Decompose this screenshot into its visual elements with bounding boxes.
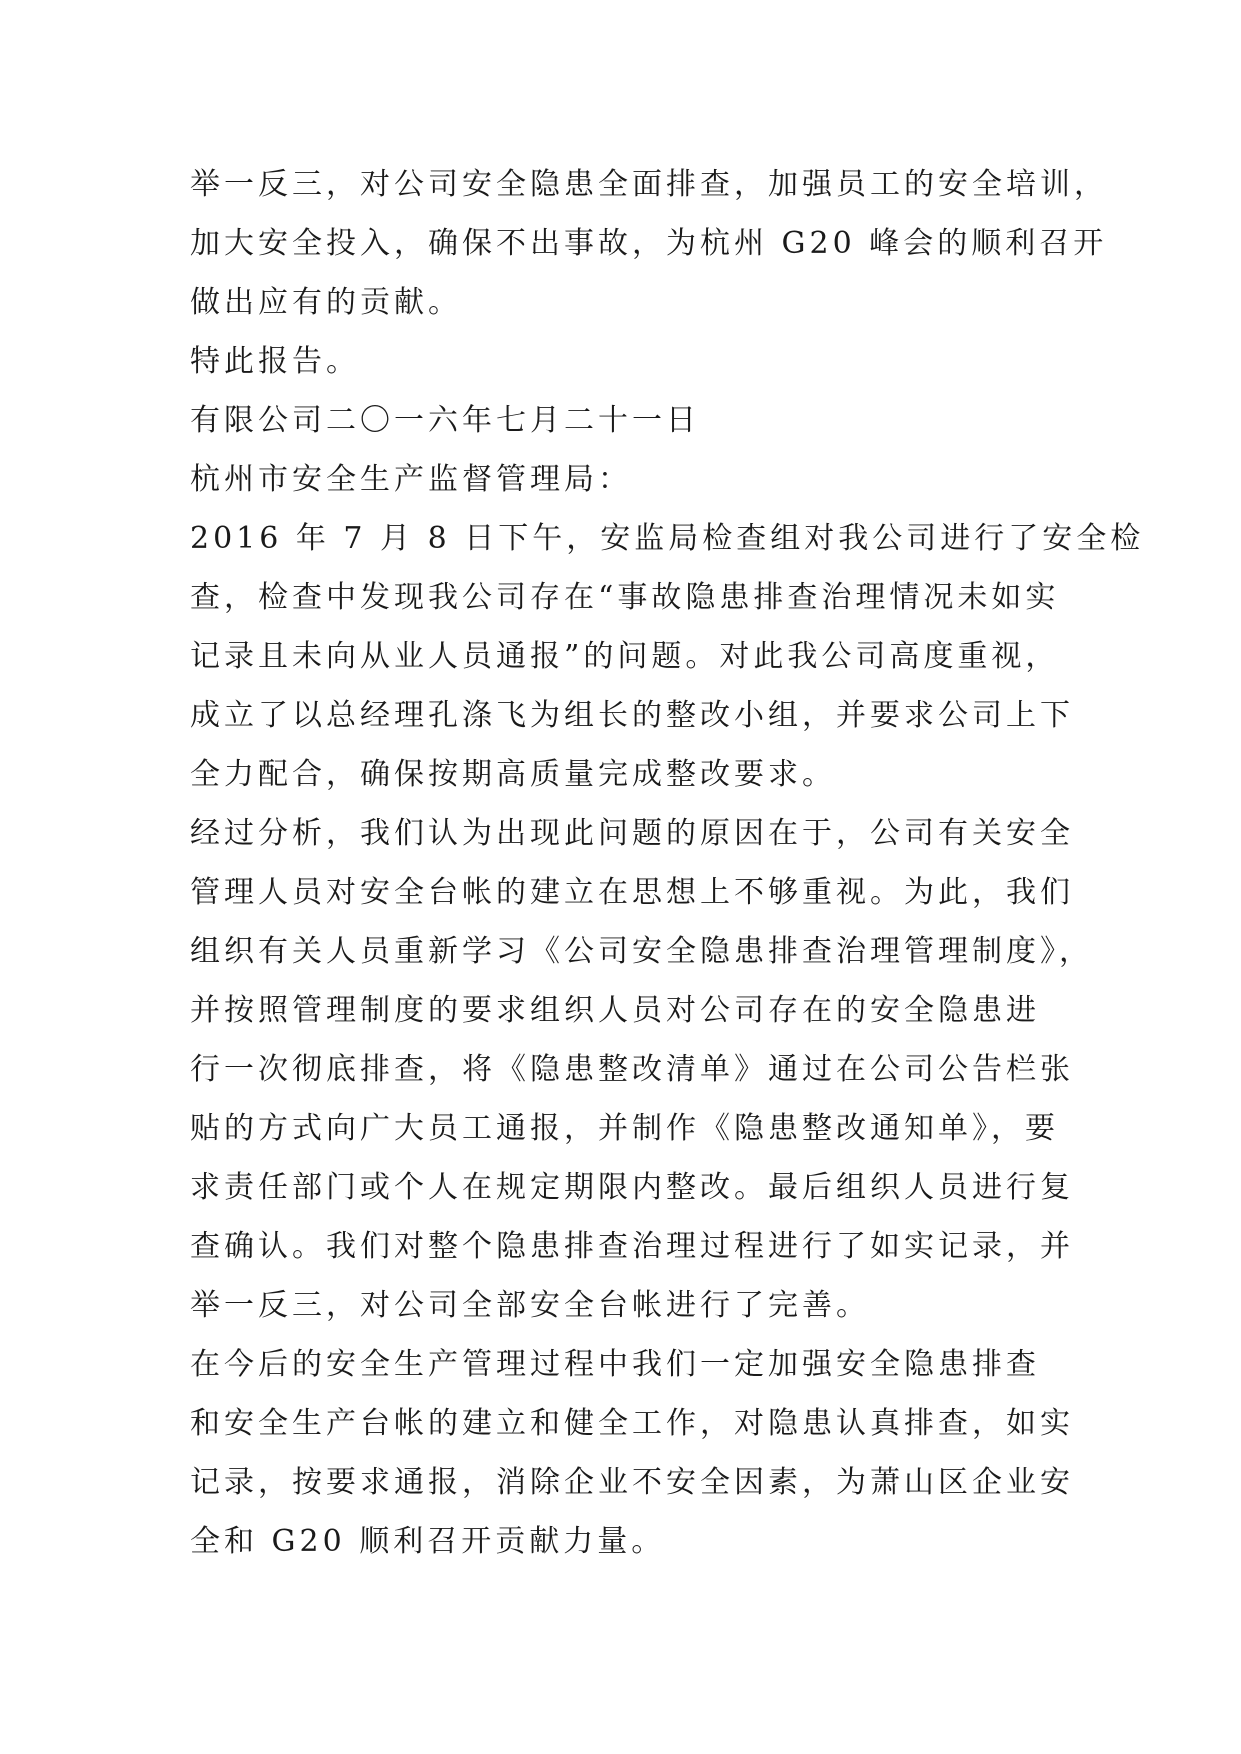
text-line: 并按照管理制度的要求组织人员对公司存在的安全隐患进 <box>190 993 1040 1028</box>
text-line: 记录且未向从业人员通报”的问题。对此我公司高度重视， <box>190 639 1060 674</box>
text-line: 和安全生产台帐的建立和健全工作，对隐患认真排查，如实 <box>190 1406 1074 1441</box>
text-line: 2016 年 7 月 8 日下午，安监局检查组对我公司进行了安全检 <box>190 521 1145 556</box>
text-line: 在今后的安全生产管理过程中我们一定加强安全隐患排查 <box>190 1347 1040 1382</box>
signature-date-line: 有限公司二〇一六年七月二十一日 <box>190 403 700 438</box>
closing-line: 特此报告。 <box>190 344 360 379</box>
recipient-line: 杭州市安全生产监督管理局： <box>190 462 632 497</box>
text-line: 管理人员对安全台帐的建立在思想上不够重视。为此，我们 <box>190 875 1074 910</box>
text-line: 行一次彻底排查，将《隐患整改清单》通过在公司公告栏张 <box>190 1052 1074 1087</box>
text-line: 全力配合，确保按期高质量完成整改要求。 <box>190 757 836 792</box>
text-line: 举一反三，对公司安全隐患全面排查，加强员工的安全培训， <box>190 167 1108 202</box>
text-line: 经过分析，我们认为出现此问题的原因在于，公司有关安全 <box>190 816 1074 851</box>
text-line: 查确认。我们对整个隐患排查治理过程进行了如实记录，并 <box>190 1229 1074 1264</box>
text-line: 加大安全投入，确保不出事故，为杭州 G20 峰会的顺利召开 <box>190 226 1108 261</box>
text-line: 记录，按要求通报，消除企业不安全因素，为萧山区企业安 <box>190 1465 1074 1500</box>
text-line: 全和 G20 顺利召开贡献力量。 <box>190 1524 666 1559</box>
text-line: 组织有关人员重新学习《公司安全隐患排查治理管理制度》， <box>190 934 1093 969</box>
text-line: 成立了以总经理孔涤飞为组长的整改小组，并要求公司上下 <box>190 698 1074 733</box>
text-line: 查，检查中发现我公司存在“事故隐患排查治理情况未如实 <box>190 580 1060 615</box>
document-body <box>190 155 1145 1571</box>
text-line: 贴的方式向广大员工通报，并制作《隐患整改通知单》，要 <box>190 1111 1059 1146</box>
text-line: 做出应有的贡献。 <box>190 285 462 320</box>
text-line: 举一反三，对公司全部安全台帐进行了完善。 <box>190 1288 870 1323</box>
text-line: 求责任部门或个人在规定期限内整改。最后组织人员进行复 <box>190 1170 1074 1205</box>
